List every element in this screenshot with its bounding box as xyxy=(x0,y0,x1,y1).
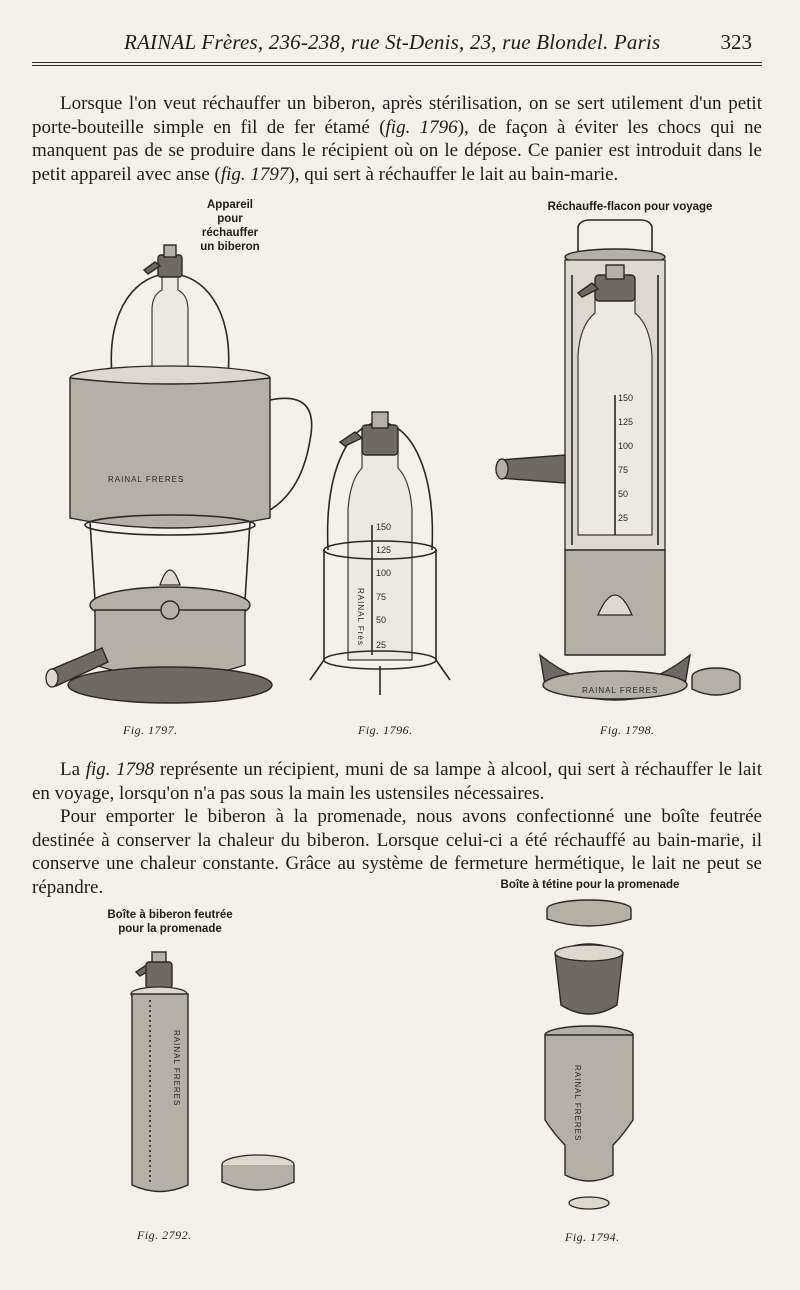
fig-1796-illustration xyxy=(300,360,460,700)
svg-text:50: 50 xyxy=(618,489,629,499)
caption-boite-tetine: Boîte à tétine pour la promenade xyxy=(500,879,680,891)
fig-ref-1797: fig. 1797 xyxy=(220,163,289,185)
brand-2792: RAINAL FRERES xyxy=(172,1030,181,1107)
svg-text:75: 75 xyxy=(376,592,387,602)
fig-label-1796: Fig. 1796. xyxy=(358,723,413,737)
fig-ref-1796: fig. 1796 xyxy=(385,116,458,138)
fig-ref-1798: fig. 1798 xyxy=(85,759,155,780)
paragraph-promenade: Pour emporter le biberon à la promenade, nous avons confectionné une boîte feutrée destinée à conserver la chaleur du biberon. Lorsque celui-ci a été réchauffé au bain-marie, il conserve une chaleur constante. Grâce au système de fermeture hermétique, le lait ne peut se répandre. xyxy=(32,806,762,898)
svg-text:100: 100 xyxy=(618,441,634,451)
caption-boite-biberon: Boîte à biberon feutrée pour la promenade xyxy=(107,909,233,935)
brand-1798: RAINAL FRERES xyxy=(582,686,659,695)
fig-label-2792: Fig. 2792. xyxy=(137,1228,192,1242)
fig-1797-illustration xyxy=(40,200,280,720)
caption-rechauffe-flacon: Réchauffe-flacon pour voyage xyxy=(547,201,713,213)
fig-1798-illustration xyxy=(490,215,760,705)
brand-1794: RAINAL FRERES xyxy=(573,1065,582,1142)
fig-2792-illustration xyxy=(120,950,320,1210)
svg-text:125: 125 xyxy=(376,545,392,555)
fig-label-1797: Fig. 1797. xyxy=(123,723,178,737)
svg-text:25: 25 xyxy=(376,640,387,650)
paragraph-voyage: La fig. 1798 représente un récipient, muni de sa lampe à alcool, qui sert à réchauffer le lait en voyage, lorsqu'on n'a pas sous la main les ustensiles nécessaires. xyxy=(32,759,762,804)
fig-label-1798: Fig. 1798. xyxy=(600,723,655,737)
page-number: 323 xyxy=(720,30,752,54)
brand-1796: RAINAL Frès xyxy=(356,588,365,646)
svg-text:50: 50 xyxy=(376,615,387,625)
svg-text:25: 25 xyxy=(618,513,629,523)
running-header xyxy=(32,28,762,58)
svg-text:150: 150 xyxy=(618,393,634,403)
paragraph-intro: Lorsque l'on veut réchauffer un biberon, après stérilisation, on se sert utilement d'un petit porte-bouteille simple en fil de fer étamé (fig. 1796), de façon à éviter les chocs qui ne manquent pas de se produire dans le récipient où on le dépose. Ce panier est introduit dans le petit appareil avec anse (fig. 1797), qui sert à réchauffer le lait au bain-marie. xyxy=(32,93,762,185)
caption-appareil: Appareil pour réchauffer un biberon xyxy=(200,199,260,253)
svg-text:100: 100 xyxy=(376,568,392,578)
svg-text:150: 150 xyxy=(376,522,392,532)
fig-label-1794: Fig. 1794. xyxy=(565,1230,620,1244)
header-rule xyxy=(32,62,762,63)
header-title: RAINAL Frères, 236-238, rue St-Denis, 23, rue Blondel. Paris xyxy=(124,30,661,54)
brand-1797: RAINAL FRERES xyxy=(108,475,185,484)
svg-text:75: 75 xyxy=(618,465,629,475)
svg-text:125: 125 xyxy=(618,417,634,427)
fig-1794-illustration xyxy=(535,895,645,1215)
header-rule-thin xyxy=(32,65,762,66)
